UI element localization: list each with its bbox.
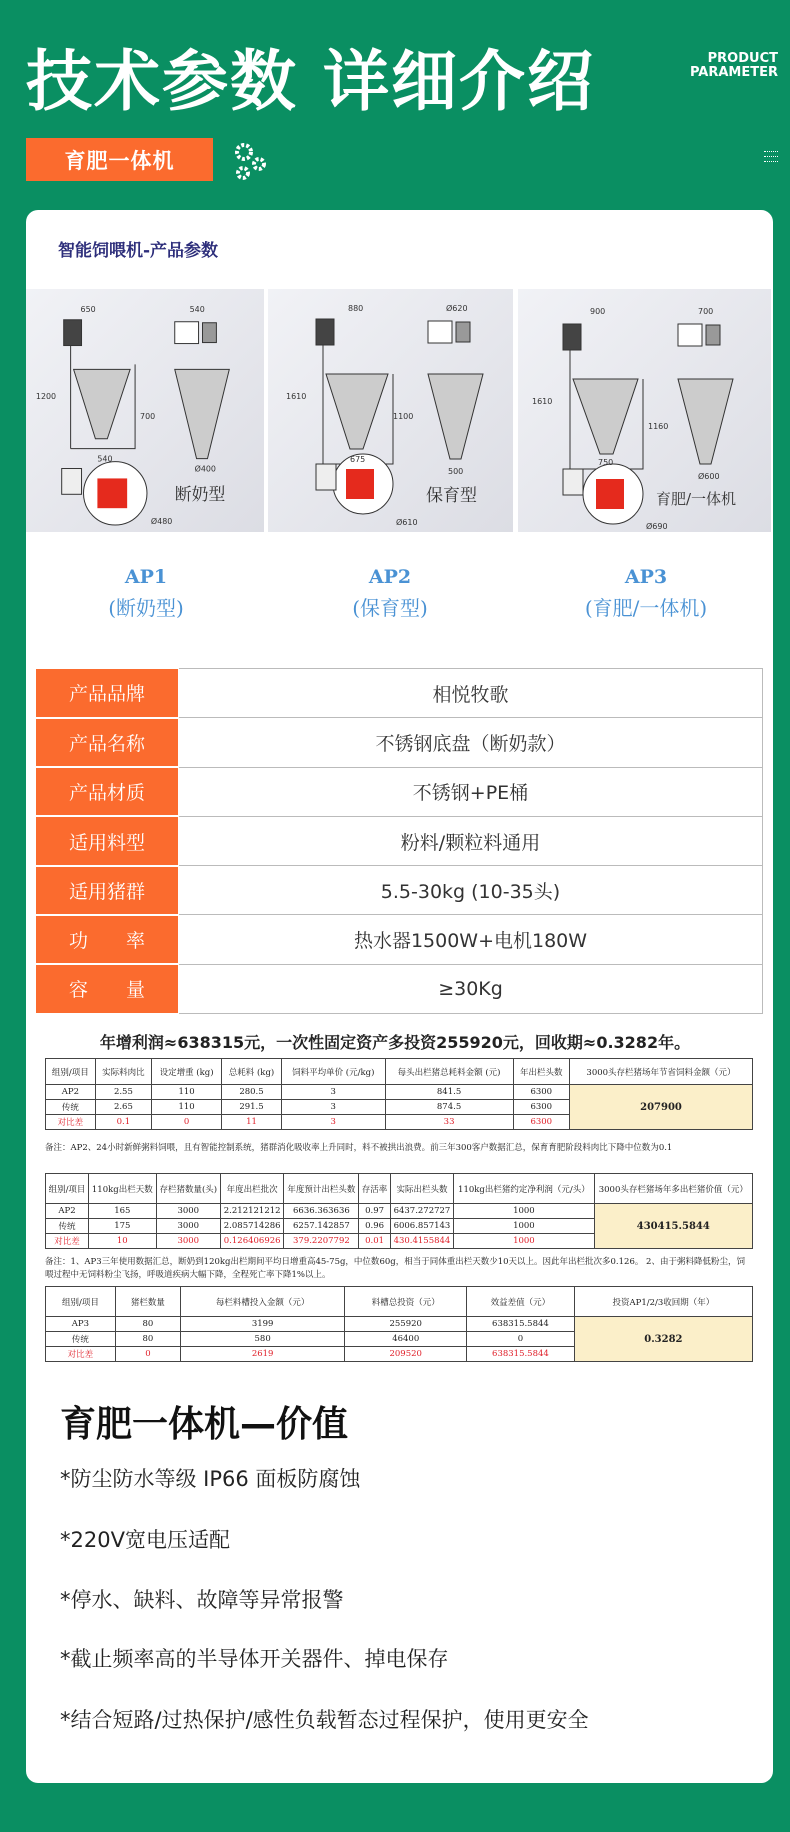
- table-cell: 10: [89, 1234, 157, 1249]
- svg-text:Ø610: Ø610: [396, 518, 418, 527]
- svg-text:750: 750: [598, 458, 614, 467]
- table-cell: 46400: [345, 1332, 467, 1347]
- table-cell: 6300: [513, 1085, 569, 1100]
- svg-text:Ø480: Ø480: [150, 517, 173, 527]
- total-cell: 0.3282: [574, 1317, 752, 1362]
- table-header-cell: 年度出栏批次: [220, 1174, 283, 1204]
- table-cell: 2.55: [95, 1085, 151, 1100]
- svg-text:1100: 1100: [393, 412, 414, 421]
- table-header-cell: 110kg出栏猪约定净利润（元/头）: [454, 1174, 594, 1204]
- feeder-diagram-icon: [26, 289, 264, 532]
- spec-row: 产品品牌 相悦牧歌: [36, 669, 763, 718]
- table-cell: 传统: [46, 1100, 96, 1115]
- table-cell: 6437.272727: [390, 1204, 453, 1219]
- spec-table: [35, 668, 763, 1015]
- total-cell: 207900: [569, 1085, 752, 1130]
- table-cell: 3199: [180, 1317, 344, 1332]
- svg-text:700: 700: [140, 411, 156, 421]
- payback-table: [45, 1286, 753, 1362]
- model-label-ap1: AP1 (断奶型): [108, 566, 184, 620]
- table-cell: 2.085714286: [220, 1219, 283, 1234]
- table-cell: 874.5: [385, 1100, 513, 1115]
- table-header-cell: 实际出栏头数: [390, 1174, 453, 1204]
- value-heading: 育肥一体机—价值: [60, 1404, 349, 1445]
- table-header-cell: 组别/项目: [46, 1287, 116, 1317]
- svg-text:断奶型: 断奶型: [174, 484, 226, 505]
- table-cell: 291.5: [222, 1100, 282, 1115]
- table-cell: 1000: [454, 1204, 594, 1219]
- table-cell: 165: [89, 1204, 157, 1219]
- table-header-cell: 设定增重 (kg): [152, 1059, 222, 1085]
- table-cell: 6257.142857: [284, 1219, 359, 1234]
- note-1: 备注：AP2、24小时新鲜粥料饲喂，且有智能控制系统，猪群消化吸收率上升同时，料不被拱出浪费。前三年300客户数据汇总，保育育肥阶段料肉比下降中位数为0.1: [45, 1143, 673, 1153]
- table-header-cell: 存栏猪数量(头): [156, 1174, 220, 1204]
- svg-text:1200: 1200: [35, 392, 57, 402]
- table-cell: 传统: [46, 1219, 89, 1234]
- table-cell: AP2: [46, 1204, 89, 1219]
- table-cell: 175: [89, 1219, 157, 1234]
- table-cell: 对比差: [46, 1115, 96, 1130]
- table-header-cell: 110kg出栏天数: [89, 1174, 157, 1204]
- model-label-ap3: AP3 (育肥/一体机): [584, 566, 708, 620]
- table-cell: 6300: [513, 1115, 569, 1130]
- table-cell: 0.97: [359, 1204, 390, 1219]
- table-header-cell: 3000头存栏猪场年节省饲料金额（元）: [569, 1059, 752, 1085]
- svg-text:650: 650: [80, 304, 96, 314]
- table-cell: 80: [115, 1332, 180, 1347]
- table-header-cell: 每栏料槽投入金额（元）: [180, 1287, 344, 1317]
- table-header-row: [46, 1059, 753, 1085]
- svg-text:700: 700: [698, 307, 714, 316]
- table-row: [46, 1085, 753, 1100]
- table-cell: 580: [180, 1332, 344, 1347]
- svg-text:1610: 1610: [286, 392, 307, 401]
- note-2: 备注：1、AP3三年使用数据汇总，断奶到120kg出栏期间平均日增重高45-75g，中位数60g，相当于同体重出栏天数少10天以上。因此年出栏批次多0.126。 2、由于粥料降低粉尘，饲喂过程中无饲料粉尘飞扬，呼吸道疾病大幅下降，全程死亡率下降1%以上。: [45, 1257, 745, 1280]
- table-cell: 2619: [180, 1347, 344, 1362]
- table-header-cell: 组别/项目: [46, 1059, 96, 1085]
- table-header-cell: 实际料肉比: [95, 1059, 151, 1085]
- table-header-cell: 猪栏数量: [115, 1287, 180, 1317]
- table-header-cell: 3000头存栏猪场年多出栏猪价值（元）: [594, 1174, 752, 1204]
- table-cell: 841.5: [385, 1085, 513, 1100]
- table-cell: 3: [281, 1115, 385, 1130]
- table-cell: 2.212121212: [220, 1204, 283, 1219]
- svg-text:Ø600: Ø600: [698, 472, 720, 481]
- svg-text:Ø400: Ø400: [194, 464, 216, 474]
- total-cell: 430415.5844: [594, 1204, 752, 1249]
- table-header-cell: 料槽总投资（元）: [345, 1287, 467, 1317]
- svg-text:Ø690: Ø690: [646, 522, 668, 531]
- table-cell: 0.96: [359, 1219, 390, 1234]
- table-cell: 0: [115, 1347, 180, 1362]
- svg-text:900: 900: [590, 307, 606, 316]
- svg-text:1610: 1610: [532, 397, 553, 406]
- table-cell: 255920: [345, 1317, 467, 1332]
- section-subtitle: 智能饲喂机-产品参数: [58, 241, 219, 261]
- svg-text:育肥/一体机: 育肥/一体机: [656, 490, 737, 508]
- table-cell: 1000: [454, 1234, 594, 1249]
- table-cell: AP2: [46, 1085, 96, 1100]
- table-cell: 2.65: [95, 1100, 151, 1115]
- spec-row: 适用料型 粉料/颗粒料通用: [36, 816, 763, 865]
- table-cell: 6636.363636: [284, 1204, 359, 1219]
- table-cell: 110: [152, 1085, 222, 1100]
- table-cell: 0.126406926: [220, 1234, 283, 1249]
- table-cell: 3000: [156, 1219, 220, 1234]
- svg-text:1160: 1160: [648, 422, 669, 431]
- table-header-row: [46, 1287, 753, 1317]
- table-cell: 379.2207792: [284, 1234, 359, 1249]
- table-cell: 0: [467, 1332, 575, 1347]
- table-cell: 3000: [156, 1234, 220, 1249]
- profit-headline: 年增利润≈638315元，一次性固定资产多投资255920元，回收期≈0.3282年。: [99, 1033, 691, 1052]
- table-header-cell: 存活率: [359, 1174, 390, 1204]
- gears-icon: [232, 140, 268, 184]
- svg-text:540: 540: [97, 454, 113, 464]
- table-cell: 6300: [513, 1100, 569, 1115]
- table-cell: AP3: [46, 1317, 116, 1332]
- value-bullet: *停水、缺料、故障等异常报警: [60, 1588, 344, 1612]
- table-cell: 430.4155844: [390, 1234, 453, 1249]
- table-cell: 638315.5844: [467, 1317, 575, 1332]
- spec-row: 适用猪群 5.5-30kg (10-35头): [36, 866, 763, 915]
- table-header-cell: 投资AP1/2/3收回期（年）: [574, 1287, 752, 1317]
- model-label-ap2: AP2 (保育型): [352, 566, 428, 620]
- table-cell: 对比差: [46, 1347, 116, 1362]
- table-cell: 0.1: [95, 1115, 151, 1130]
- value-bullet: *截止频率高的半导体开关器件、掉电保存: [60, 1647, 449, 1671]
- table-header-cell: 饲料平均单价 (元/kg): [281, 1059, 385, 1085]
- table-cell: 33: [385, 1115, 513, 1130]
- page-title: 技术参数 详细介绍: [26, 43, 595, 120]
- category-badge: 育肥一体机: [26, 138, 213, 181]
- spec-row: 功 率 热水器1500W+电机180W: [36, 915, 763, 964]
- table-cell: 110: [152, 1100, 222, 1115]
- svg-text:675: 675: [350, 455, 366, 464]
- svg-text:Ø620: Ø620: [446, 304, 468, 313]
- table-header-cell: 年度预计出栏头数: [284, 1174, 359, 1204]
- feeder-diagram-icon: [268, 289, 513, 532]
- table-header-cell: 每头出栏猪总耗料金额 (元): [385, 1059, 513, 1085]
- value-bullet: *结合短路/过热保护/感性负载暂态过程保护，使用更安全: [60, 1708, 589, 1732]
- table-header-cell: 效益差值（元）: [467, 1287, 575, 1317]
- table-cell: 11: [222, 1115, 282, 1130]
- table-header-cell: 总耗料 (kg): [222, 1059, 282, 1085]
- table-cell: 280.5: [222, 1085, 282, 1100]
- svg-text:540: 540: [189, 304, 205, 314]
- svg-text:880: 880: [348, 304, 364, 313]
- svg-text:500: 500: [448, 467, 464, 476]
- spec-row: 容 量 ≥30Kg: [36, 964, 763, 1013]
- product-drawing-ap1: [26, 289, 264, 532]
- spec-row: 产品材质 不锈钢+PE桶: [36, 767, 763, 816]
- menu-icon: [764, 151, 778, 166]
- spec-row: 产品名称 不锈钢底盘（断奶款）: [36, 718, 763, 767]
- table-row: [46, 1204, 753, 1219]
- table-cell: 3: [281, 1085, 385, 1100]
- table-cell: 0: [152, 1115, 222, 1130]
- product-drawing-ap3: [518, 289, 771, 532]
- table-cell: 传统: [46, 1332, 116, 1347]
- value-bullet: *防尘防水等级 IP66 面板防腐蚀: [60, 1467, 361, 1491]
- svg-text:保育型: 保育型: [426, 486, 477, 506]
- table-cell: 80: [115, 1317, 180, 1332]
- table-cell: 0.01: [359, 1234, 390, 1249]
- table-cell: 638315.5844: [467, 1347, 575, 1362]
- product-drawing-ap2: [268, 289, 513, 532]
- table-cell: 1000: [454, 1219, 594, 1234]
- table-cell: 对比差: [46, 1234, 89, 1249]
- table-row: [46, 1317, 753, 1332]
- table-cell: 209520: [345, 1347, 467, 1362]
- feed-savings-table: [45, 1058, 753, 1130]
- value-bullet: *220V宽电压适配: [60, 1528, 230, 1552]
- feeder-diagram-icon: [518, 289, 771, 532]
- extra-output-table: [45, 1173, 753, 1249]
- table-cell: 3: [281, 1100, 385, 1115]
- table-cell: 6006.857143: [390, 1219, 453, 1234]
- table-header-cell: 年出栏头数: [513, 1059, 569, 1085]
- table-header-cell: 组别/项目: [46, 1174, 89, 1204]
- table-cell: 3000: [156, 1204, 220, 1219]
- english-subtitle: PRODUCT PARAMETER: [689, 51, 778, 80]
- table-header-row: [46, 1174, 753, 1204]
